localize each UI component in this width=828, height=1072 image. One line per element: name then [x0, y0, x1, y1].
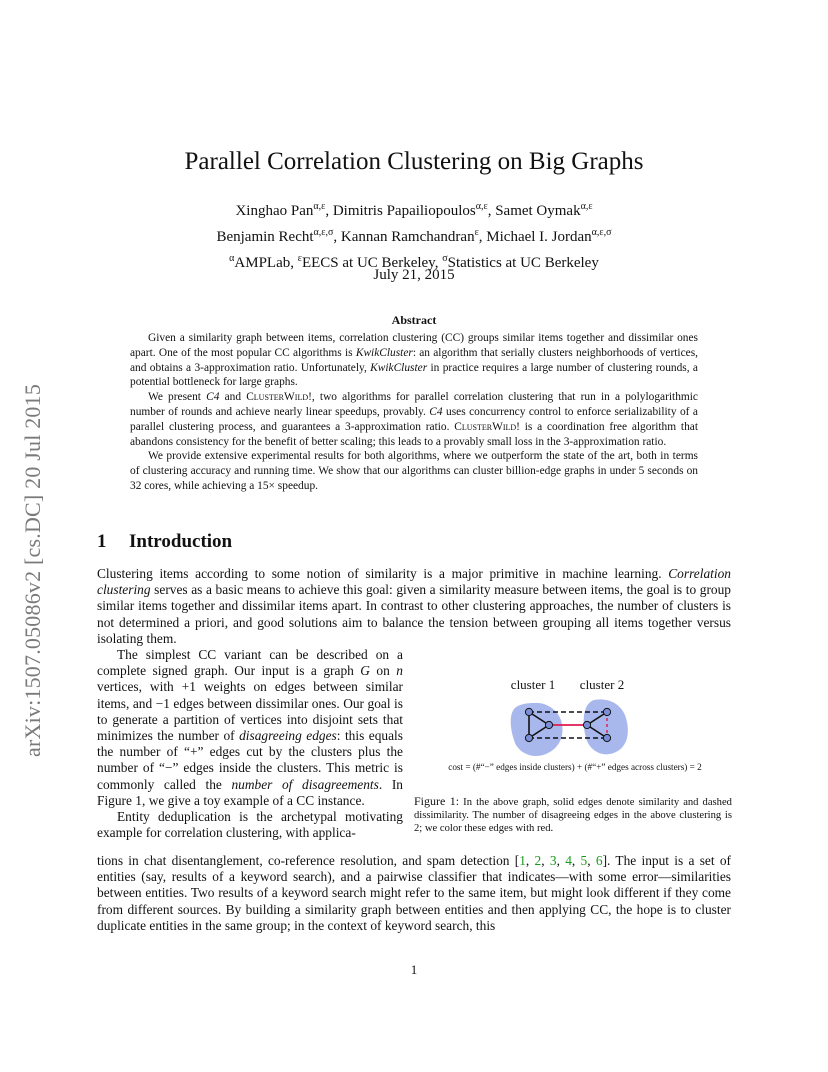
- abstract-text: in practice requires a large number of clustering rounds, a potential bottleneck for large graphs.: [130, 361, 698, 389]
- paragraph: tions in chat disentanglement, co-reference resolution, and spam detection [1, 2, 3, 4, 5, 6]. The input is a set of entities (say, results of a keyword search), and a pairwise classifier that indicates—with some error—similarities between entities. Two results of a keyword search might refer to the same item, but might look different if they come from different sources. By building a similarity graph between entities and then applying CC, the hope is to cluster duplicate entities in the same group; in the context of keyword search, this: [97, 853, 731, 933]
- affiliation-symbol: ε: [297, 253, 302, 264]
- abstract-text: : an algorithm that serially clusters neighborhoods of vertices, and obtains a 3-approximation ratio. Unfortunately,: [130, 346, 698, 374]
- section-heading: [97, 531, 737, 553]
- author-name: Xinghao Pan: [235, 203, 314, 219]
- caption-label: Figure 1:: [414, 794, 460, 808]
- paragraph: [97, 647, 403, 809]
- emphasis-text: Correlation clustering: [97, 566, 731, 598]
- cluster-2-label: cluster 2: [579, 677, 625, 692]
- emphasis-text: number of disagreements: [231, 776, 379, 792]
- citation-link[interactable]: 3: [549, 853, 557, 868]
- algorithm-name: C4: [429, 405, 443, 418]
- graph-vertex: [603, 708, 610, 715]
- figure-caption: [414, 795, 732, 835]
- author-line-1: [0, 196, 828, 222]
- graph-vertex: [603, 734, 610, 741]
- graph-vertex: [525, 734, 532, 741]
- citation-link[interactable]: 5: [580, 853, 588, 868]
- cluster-graph-diagram: [414, 670, 734, 780]
- author-name: Michael I. Jordan: [486, 229, 592, 245]
- algorithm-name: KwikCluster: [370, 361, 428, 374]
- intro-paragraph-1: [97, 566, 731, 647]
- affiliation-text: Statistics at UC Berkeley: [447, 255, 599, 271]
- paragraph: [97, 566, 731, 647]
- arxiv-identifier: arXiv:1507.05086v2 [cs.DC] 20 Jul 2015: [20, 383, 45, 757]
- section-number: 1: [97, 531, 107, 552]
- abstract-paragraph: [130, 331, 698, 390]
- algorithm-name: C4: [206, 391, 220, 404]
- citation-link[interactable]: 4: [565, 853, 572, 868]
- cluster-1-blob: [511, 703, 563, 756]
- intro-left-column: [97, 647, 403, 841]
- body-text: on: [369, 663, 397, 679]
- author-affiliation: α,ε: [580, 201, 593, 212]
- body-text: : this equals the number of “+” edges cut by the clusters plus the number of “−” edges inside the clusters. This metric is commonly called the: [97, 728, 403, 792]
- author-affiliation: α,ε,σ: [313, 227, 334, 238]
- body-text: tions in chat disentanglement, co-reference resolution, and spam detection: [97, 853, 515, 868]
- citation-link[interactable]: 2: [534, 853, 542, 868]
- caption-text: In the above graph, solid edges denote similarity and dashed dissimilarity. The number of disagreeing edges in the above clustering is 2; we color these edges with red.: [414, 797, 732, 834]
- citation-link[interactable]: 1: [519, 853, 526, 868]
- math-symbol: G: [360, 663, 370, 679]
- paper-date: July 21, 2015: [373, 267, 455, 283]
- author-name: Benjamin Recht: [216, 229, 314, 245]
- author-block: [0, 196, 828, 274]
- author-name: Dimitris Papailiopoulos: [332, 203, 476, 219]
- cost-formula: cost = (#“−” edges inside clusters) + (#“+” edges across clusters) = 2: [448, 762, 702, 772]
- abstract-text: is a coordination free algorithm that abandons consistency for the benefit of better scaling; this leads to a provably small loss in the 3-approximation ratio.: [130, 420, 698, 448]
- author-separator: ,: [333, 229, 341, 245]
- author-name: Kannan Ramchandran: [340, 229, 475, 245]
- graph-vertex: [583, 721, 590, 728]
- abstract-text: Given a similarity graph between items, correlation clustering (CC) groups similar items together and dissimilar ones apart. One of the most popular CC algorithms is: [130, 332, 698, 359]
- algorithm-name: KwikCluster: [355, 346, 413, 359]
- author-affiliation: α,ε: [475, 201, 488, 212]
- abstract-heading: Abstract: [391, 313, 437, 327]
- affiliation-text: AMPLab,: [234, 255, 298, 271]
- body-text: The simplest CC variant can be described on a complete signed graph. Our input is a graph: [97, 647, 403, 679]
- paper-title: Parallel Correlation Clustering on Big Graphs: [184, 148, 644, 175]
- graph-vertex: [525, 708, 532, 715]
- page-number: 1: [410, 962, 418, 977]
- affiliation-symbol: σ: [442, 253, 448, 264]
- body-text: serves as a basic means to achieve this goal: given a similarity measure between items, the goal is to group similar items together and dissimilar items apart. In contrast to other clustering approaches, the number of clusters is not determined a priori, and good solutions aim to balance the tension between grouping all items together versus isolating them.: [97, 582, 731, 646]
- author-affiliation: α,ε: [313, 201, 326, 212]
- author-affiliation: ε: [474, 227, 479, 238]
- emphasis-text: disagreeing edges: [239, 728, 337, 744]
- author-separator: ,: [478, 229, 487, 245]
- cluster-1-label: cluster 1: [510, 677, 556, 692]
- citation-link[interactable]: 6: [595, 853, 603, 868]
- body-text: . The input is a set of entities (say, results of a keyword search), and a pairwise classifier that indicates—with some error—similarities between entities. Two results of a keyword search might refer to the same item, but might look different if they come from different sources. By building a similarity graph between entities and then applying CC, the hope is to cluster duplicate entities in the same group; in the context of keyword search, this: [97, 853, 731, 933]
- abstract-text: and: [219, 391, 247, 404]
- abstract-paragraph: We provide extensive experimental results for both algorithms, where we outperform the state of the art, both in terms of clustering accuracy and running time. We show that our algorithms can cluster billion-edge graphs in under 5 seconds on 32 cores, while achieving a 15× speedup.: [130, 450, 698, 492]
- author-separator: ,: [325, 203, 333, 219]
- abstract-text: We present: [148, 391, 207, 404]
- math-symbol: n: [396, 663, 403, 679]
- algorithm-name: ClusterWild!: [454, 420, 520, 433]
- intro-paragraph-3-continued: [97, 853, 731, 934]
- graph-vertex: [545, 721, 552, 728]
- affiliation-symbol: α: [229, 253, 235, 264]
- abstract-paragraph: [130, 390, 698, 449]
- paragraph: Entity deduplication is the archetypal motivating example for correlation clustering, with applica-: [97, 809, 403, 841]
- body-text: . In Figure 1, we give a toy example of a CC instance.: [97, 776, 403, 808]
- body-text: Clustering items according to some notion of similarity is a major primitive in machine learning.: [97, 566, 669, 581]
- affiliation-text: EECS at UC Berkeley,: [301, 255, 443, 271]
- author-separator: ,: [487, 203, 496, 219]
- body-text: vertices, with +1 weights on edges between similar items, and −1 edges between dissimilar ones. Our goal is to generate a partition of vertices into disjoint sets that minimizes the number of: [97, 679, 403, 744]
- abstract-body: [130, 331, 698, 494]
- section-title: Introduction: [129, 531, 233, 552]
- algorithm-name: ClusterWild!: [246, 391, 312, 404]
- abstract-text: uses concurrency control to enforce serializability of a parallel clustering process, and guarantees a 3-approximation ratio.: [130, 405, 698, 433]
- author-line-2: [0, 222, 828, 248]
- author-affiliation: α,ε,σ: [591, 227, 612, 238]
- author-name: Samet Oymak: [495, 203, 581, 219]
- abstract-text: , two algorithms for parallel correlation clustering that run in a polylogarithmic number of rounds and achieve nearly linear speedups, provably.: [130, 391, 698, 418]
